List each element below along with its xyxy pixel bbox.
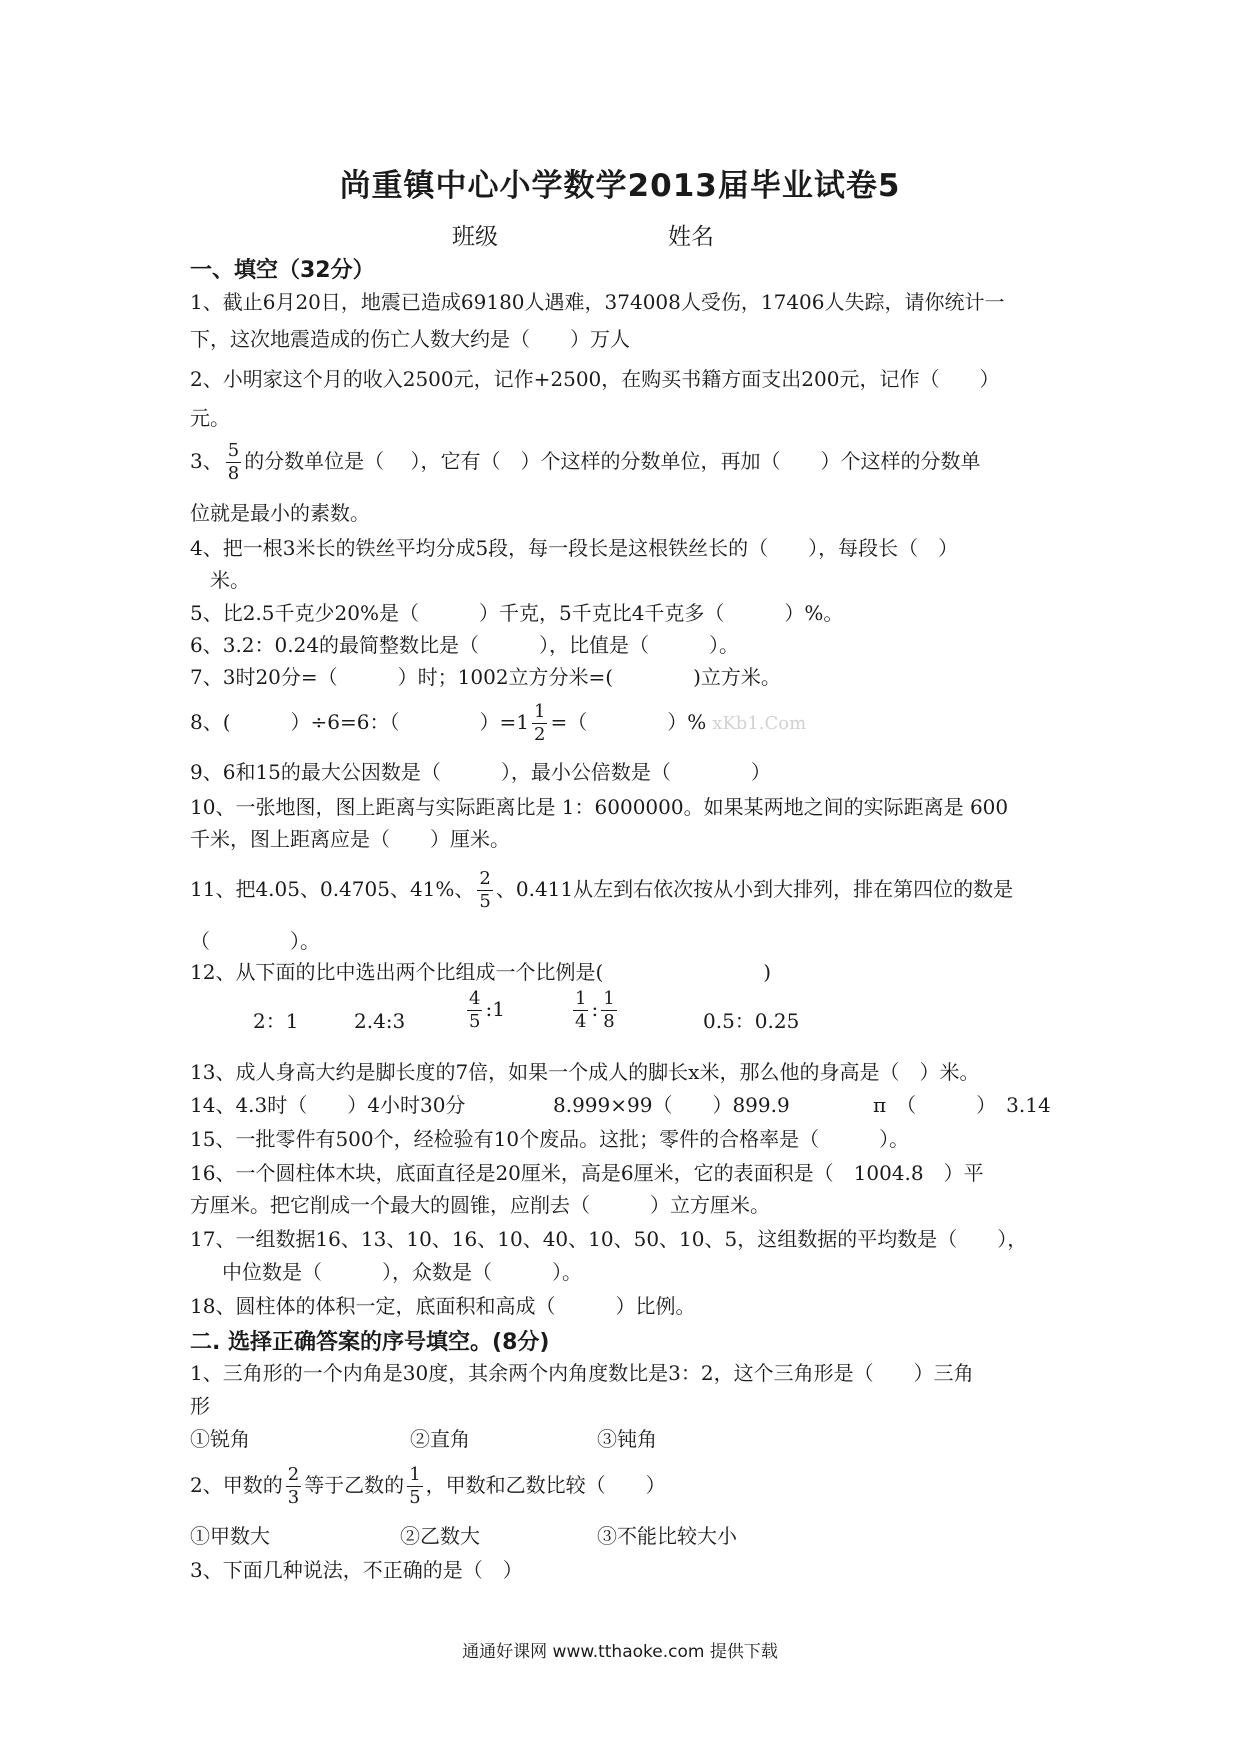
name-label: 姓名 [668, 224, 714, 250]
q2-line1: 2、小明家这个月的收入2500元，记作+2500，在购买书籍方面支出200元，记作（ ） [190, 367, 1000, 391]
q8-frac-num: 1 [533, 701, 546, 722]
q3-frac-num: 5 [227, 440, 240, 461]
q10-line2: 千米，图上距离应是（ ）厘米。 [190, 827, 510, 851]
s2-q2-fraction2 [407, 1466, 422, 1507]
q12-opt3-num: 4 [469, 988, 481, 1009]
s2-q2-option-1: ①甲数大 [190, 1524, 270, 1548]
s2-q1-option-3: ③钝角 [597, 1427, 657, 1451]
q12-opt4-den1: 4 [575, 1011, 587, 1032]
q12-opt4-den2: 8 [603, 1011, 615, 1032]
q12-opt4-fraction2 [601, 990, 616, 1031]
s2-q2-frac1-num: 2 [287, 1464, 300, 1485]
s2-q1-line1: 1、三角形的一个内角是30度，其余两个内角度数比是3：2，这个三角形是（ ）三角 [190, 1361, 974, 1385]
q12-option-2: 2.4:3 [354, 1009, 406, 1033]
q12-opt3-den: 5 [469, 1011, 481, 1032]
q8-line [190, 703, 806, 744]
q8-text: =（ ）% [550, 710, 707, 734]
q17-line2: 中位数是（ ），众数是（ ）。 [222, 1260, 582, 1284]
q18-line: 18、圆柱体的体积一定，底面积和高成（ ）比例。 [190, 1294, 696, 1318]
q11-frac-num: 2 [479, 868, 491, 889]
section1-heading: 一、填空（32分） [190, 258, 375, 283]
q7-line: 7、3时20分=（ ）时；1002立方分米=( )立方米。 [190, 665, 781, 689]
s2-q2-frac2-den: 5 [409, 1487, 421, 1508]
q8-fraction [532, 703, 547, 744]
q15-line: 15、一批零件有500个，经检验有10个废品。这批；零件的合格率是（ ）。 [190, 1127, 910, 1151]
s2-q2-middle: 等于乙数的 [304, 1473, 405, 1497]
q3-frac-den: 8 [227, 463, 240, 484]
s2-q2-frac2-num: 1 [409, 1464, 421, 1485]
q14-part3: π （ ） 3.14 [873, 1093, 1051, 1117]
q17-line1: 17、一组数据16、13、10、16、10、40、10、50、10、5，这组数据的平均数是（ ）， [190, 1227, 1028, 1251]
s2-q2-suffix: ，甲数和乙数比较（ ） [425, 1473, 666, 1497]
q12-opt4-fraction1 [573, 990, 588, 1031]
s2-q3-line: 3、下面几种说法，不正确的是（ ） [190, 1558, 523, 1582]
s2-q2-option-2: ②乙数大 [400, 1524, 480, 1548]
q3-line1 [190, 442, 981, 483]
s2-q2-option-3: ③不能比较大小 [597, 1524, 737, 1548]
q3-text: 的分数单位是（ ），它有（ ）个这样的分数单位，再加（ ）个这样的分数单 [244, 449, 981, 473]
s2-q2-prefix: 2、甲数的 [190, 1473, 283, 1497]
q3-line2: 位就是最小的素数。 [190, 501, 370, 525]
q9-line: 9、6和15的最大公因数是（ ），最小公倍数是（ ） [190, 760, 771, 784]
footer-credit: 通通好课网 www.tthaoke.com 提供下载 [462, 1642, 778, 1662]
class-label: 班级 [452, 224, 498, 250]
watermark-text: xKb1.Com [712, 713, 807, 734]
q12-opt4-colon: : [591, 997, 599, 1021]
q12-opt4-num1: 1 [575, 988, 587, 1009]
q11-fraction [477, 870, 492, 911]
q1-line2: 下，这次地震造成的伤亡人数大约是（ ）万人 [190, 327, 630, 351]
q3-fraction [226, 442, 241, 483]
q11-line1 [190, 870, 1013, 911]
q12-opt4-num2: 1 [603, 988, 615, 1009]
q12-option-5: 0.5：0.25 [703, 1009, 800, 1033]
q14-part1: 14、4.3时（ ）4小时30分 [190, 1093, 466, 1117]
q11-prefix: 11、把4.05、0.4705、41%、 [190, 877, 475, 901]
section2-heading: 二. 选择正确答案的序号填空。(8分) [190, 1330, 550, 1355]
q16-line2: 方厘米。把它削成一个最大的圆锥，应削去（ ）立方厘米。 [190, 1193, 770, 1217]
s2-q1-option-1: ①锐角 [190, 1427, 250, 1451]
q4-line2: 米。 [210, 568, 250, 592]
q8-frac-den: 2 [533, 724, 546, 745]
s2-q2-frac1-den: 3 [287, 1487, 300, 1508]
q12-option-4 [570, 990, 620, 1031]
q13-line: 13、成人身高大约是脚长度的7倍，如果一个成人的脚长x米，那么他的身高是（ ）米。 [190, 1060, 980, 1084]
s2-q1-line2: 形 [190, 1394, 210, 1418]
q16-line1: 16、一个圆柱体木块，底面直径是20厘米，高是6厘米，它的表面积是（ 1004.8 ）平 [190, 1161, 984, 1185]
q11-frac-den: 5 [479, 891, 491, 912]
q12-option-1: 2：1 [253, 1009, 299, 1033]
q14-part2: 8.999×99（ ）899.9 [553, 1093, 790, 1117]
q4-line1: 4、把一根3米长的铁丝平均分成5段，每一段长是这根铁丝长的（ ），每段长（ ） [190, 536, 959, 560]
s2-q2-line [190, 1466, 666, 1507]
q5-line: 5、比2.5千克少20%是（ ）千克，5千克比4千克多（ ）%。 [190, 601, 844, 625]
s2-q1-option-2: ②直角 [410, 1427, 470, 1451]
q12-opt3-fraction [467, 990, 482, 1031]
q12-option-3 [464, 990, 505, 1031]
q8-prefix: 8、( ）÷6=6：（ ）=1 [190, 710, 529, 734]
q6-line: 6、3.2：0.24的最简整数比是（ ），比值是（ ）。 [190, 633, 740, 657]
exam-title: 尚重镇中心小学数学2013届毕业试卷5 [339, 168, 901, 204]
q12-opt3-tail: :1 [485, 997, 505, 1021]
q2-line2: 元。 [190, 406, 230, 430]
q12-line: 12、从下面的比中选出两个比组成一个比例是( ) [190, 960, 772, 984]
q11-text: 、0.411从左到右依次按从小到大排列，排在第四位的数是 [495, 877, 1014, 901]
q11-line2: （ ）。 [190, 929, 320, 953]
q1-line1: 1、截止6月20日，地震已造成69180人遇难，374008人受伤，17406人失踪，请你统计一 [190, 290, 1005, 314]
q3-prefix: 3、 [190, 449, 223, 473]
s2-q2-fraction1 [286, 1466, 301, 1507]
q10-line1: 10、一张地图，图上距离与实际距离比是 1：6000000。如果某两地之间的实际距离是 600 [190, 795, 1009, 819]
